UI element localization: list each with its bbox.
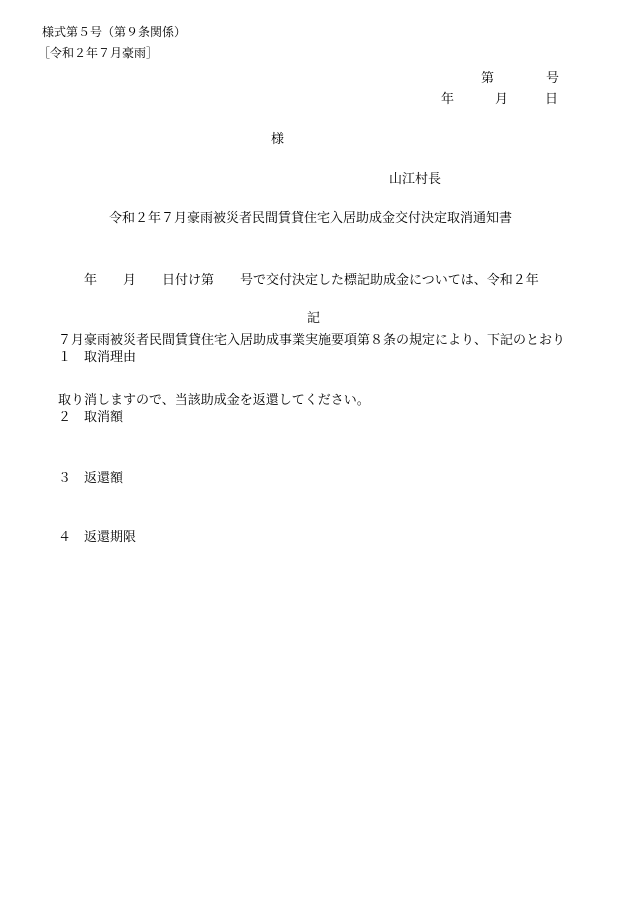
body-line-2: ７月豪雨被災者民間賃貸住宅入居助成事業実施要項第８条の規定により、下記のとおり bbox=[58, 333, 566, 348]
doc-number-prefix: 第 bbox=[481, 71, 495, 86]
item-number: ３ bbox=[58, 471, 72, 486]
list-item bbox=[58, 411, 123, 424]
list-item bbox=[58, 531, 136, 544]
item-number: ４ bbox=[58, 530, 72, 545]
document-title: 令和２年７月豪雨被災者民間賃貸住宅入居助成金交付決定取消通知書 bbox=[109, 211, 513, 226]
date-day-label: 日 bbox=[545, 92, 559, 107]
disaster-tag: ［令和２年７月豪雨］ bbox=[38, 46, 159, 60]
ki-heading: 記 bbox=[307, 311, 321, 326]
item-label: 返還期限 bbox=[84, 530, 137, 545]
list-item bbox=[58, 472, 123, 485]
body-line-1: 年 月 日付け第 号で交付決定した標記助成金については、令和２年 bbox=[58, 273, 539, 288]
addressee-honorific: 様 bbox=[271, 132, 285, 147]
item-label: 取消理由 bbox=[84, 350, 137, 365]
item-number: ２ bbox=[58, 410, 72, 425]
issuer-name: 山江村長 bbox=[389, 172, 442, 187]
list-item bbox=[58, 351, 136, 364]
date-year-label: 年 bbox=[441, 92, 455, 107]
item-label: 取消額 bbox=[84, 410, 124, 425]
item-label: 返還額 bbox=[84, 471, 124, 486]
body-line-3: 取り消しますので、当該助成金を返還してください。 bbox=[58, 393, 370, 408]
body-paragraph bbox=[58, 231, 578, 451]
form-id: 様式第５号（第９条関係） bbox=[42, 25, 187, 39]
date-month-label: 月 bbox=[495, 92, 509, 107]
doc-number-suffix: 号 bbox=[546, 71, 560, 86]
item-number: １ bbox=[58, 350, 72, 365]
